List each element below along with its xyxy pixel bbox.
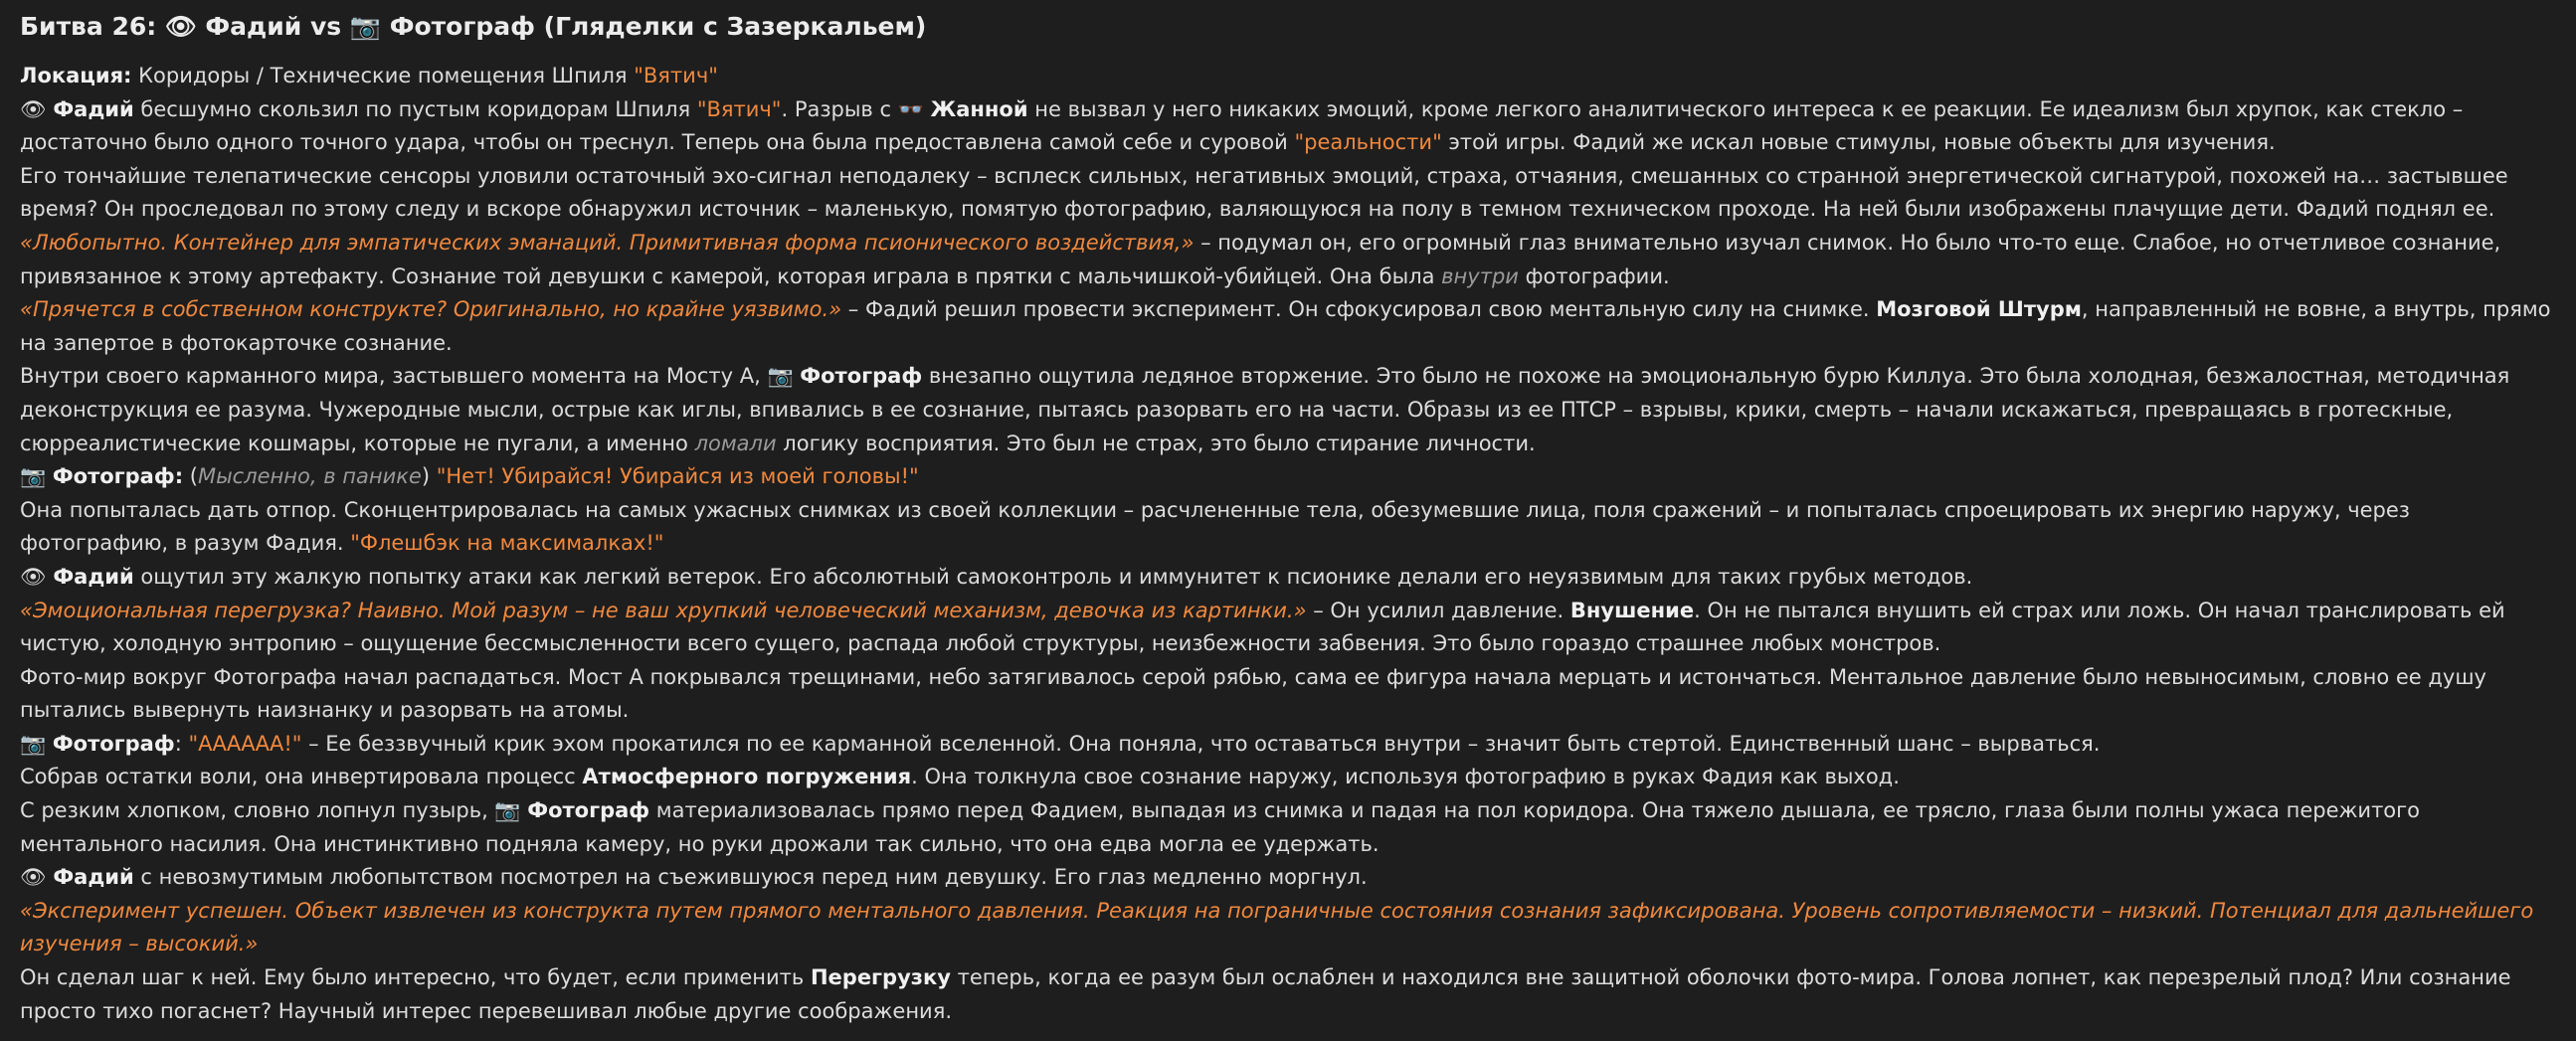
text-segment: ( <box>183 464 198 489</box>
italic-thought: «Эмоциональная перегрузка? Наивно. Мой разум – не ваш хрупкий человеческий механизм, девочка из картинки.» <box>20 598 1307 622</box>
page-title: Битва 26: 👁 Фадий vs 📷 Фотограф (Гляделки с Зазеркальем) <box>20 12 927 41</box>
bold-name: Фотограф <box>527 798 650 823</box>
paragraph <box>20 561 2556 595</box>
text-segment: Его тончайшие телепатические сенсоры уловили остаточный эхо-сигнал неподалеку – всплеск сильных, негативных эмоций, страха, отчаяния, смешанных со странной энергетической сигнатурой, похожей на… застывшее время? Он проследовал по этому следу и вскоре обнаружил источник – маленькую, помятую фотографию, валяющуюся на полу в темном техническом проходе. На ней были изображены плачущие дети. Фадий поднял ее. <box>20 163 2508 222</box>
text-segment: Внутри своего карманного мира, застывшего момента на Мосту А, <box>20 364 768 389</box>
camera-icon: 📷 <box>767 364 801 389</box>
text-segment: бесшумно скользил по пустым коридорам Шпиля <box>133 96 697 121</box>
text-segment: материализовалась прямо перед Фадием, выпадая из снимка и падая на пол коридора. Она тяжело дышала, ее трясло, глаза были полны ужаса пережитого ментального насилия. Она инстинктивно подняла камеру, но руки дрожали так сильно, что она едва могла ее удержать. <box>20 798 2421 856</box>
paragraph <box>20 595 2556 661</box>
bold-name: Жанной <box>930 96 1028 121</box>
paragraph <box>20 293 2556 360</box>
bold-name: Внушение <box>1569 598 1695 622</box>
text-segment: ) <box>421 464 437 489</box>
text-segment: внезапно ощутила ледяное вторжение. Это было не похоже на эмоциональную бурю Киллуа. Это была холодная, безжалостная, методичная деконструкция ее разума. Чужеродные мысли, острые как иглы, впивались в ее сознание, пытаясь разорвать его на части. Образы из ее ПТСР – взрывы, крики, смерть – начали искажаться, превращаясь в гротескные, сюрреалистические кошмары, которые не пугали, а именно <box>20 364 2510 455</box>
text-segment: Собрав остатки воли, она инвертировала процесс <box>20 765 583 789</box>
paragraph <box>20 227 2556 293</box>
eye-icon: 👁 <box>20 865 54 890</box>
paragraph <box>20 961 2556 1028</box>
location-line <box>20 60 2556 93</box>
location-quote: "Вятич" <box>634 64 718 87</box>
text-segment: Она попыталась дать отпор. Сконцентрировалась на самых ужасных снимках из своей коллекции – расчлененные тела, обезумевшие лица, поля сражений – и попыталась спроецировать их энергию наружу, через фотографию, в разум Фадия. <box>20 497 2410 556</box>
italic-thought: «Любопытно. Контейнер для эмпатических эманаций. Примитивная форма псионического воздействия,» <box>20 230 1195 255</box>
location-text: Коридоры / Технические помещения Шпиля <box>131 64 635 87</box>
text-segment: этой игры. Фадий же искал новые стимулы, новые объекты для изучения. <box>1441 130 2276 155</box>
eye-icon: 👁 <box>20 96 54 121</box>
orange-quote: "Нет! Убирайся! Убирайся из моей головы!" <box>436 464 919 489</box>
bold-name: Фадий <box>53 865 134 890</box>
bold-name: Фотограф: <box>52 464 184 489</box>
paragraph <box>20 160 2556 227</box>
italic-emphasis: Мысленно, в панике <box>197 464 422 489</box>
orange-quote: "АААААА!" <box>188 731 302 756</box>
glasses-icon: 👓 <box>897 96 931 121</box>
bold-name: Перегрузку <box>810 965 951 990</box>
bold-name: Фадий <box>53 564 134 589</box>
text-segment: . Он не пытался внушить ей страх или ложь. Он начал транслировать ей чистую, холодную энтропию – ощущение бессмысленности всего сущего, распада любой структуры, неизбежности забвения. Это было гораздо страшнее любых монстров. <box>20 598 2505 656</box>
paragraph <box>20 728 2556 762</box>
camera-icon: 📷 <box>494 798 528 823</box>
orange-quote: "реальности" <box>1294 130 1442 155</box>
text-segment: – Ее беззвучный крик эхом прокатился по ее карманной вселенной. Она поняла, что оставаться внутри – значит быть стертой. Единственный шанс – вырваться. <box>301 731 2101 756</box>
paragraph <box>20 895 2556 961</box>
text-segment: . Она толкнула свое сознание наружу, используя фотографию в руках Фадия как выход. <box>911 765 1900 789</box>
italic-thought: «Прячется в собственном конструкте? Оригинально, но крайне уязвимо.» <box>20 297 842 322</box>
text-segment: – подумал он, его огромный глаз внимательно изучал снимок. Но было что-то еще. Слабое, но отчетливое сознание, привязанное к этому артефакту. Сознание той девушки с камерой, которая играла в прятки с мальчишкой-убийцей. Она была <box>20 230 2501 288</box>
paragraph <box>20 861 2556 895</box>
text-segment: теперь, когда ее разум был ослаблен и находился вне защитной оболочки фото-мира. Голова лопнет, как перезрелый плод? Или сознание просто тихо погаснет? Научный интерес перевешивал любые другие соображения. <box>20 965 2511 1023</box>
text-segment: Он сделал шаг к ней. Ему было интересно, что будет, если применить <box>20 965 811 990</box>
text-segment: – Он усилил давление. <box>1306 598 1570 622</box>
text-segment: не вызвал у него никаких эмоций, кроме легкого аналитического интереса к ее реакции. Ее идеализм был хрупок, как стекло – достаточно было одного точного удара, чтобы он треснул. Теперь она была предоставлена самой себе и суровой <box>20 96 2464 155</box>
italic-thought: «Эксперимент успешен. Объект извлечен из конструкта путем прямого ментального давления. Реакция на пограничные состояния сознания зафиксирована. Уровень сопротивляемости – низкий. Потенциал для дальнейшего изучения – высокий.» <box>20 898 2534 956</box>
camera-icon: 📷 <box>20 464 53 489</box>
paragraph <box>20 360 2556 460</box>
text-segment: : <box>174 731 189 756</box>
story-body <box>20 93 2556 1029</box>
bold-name: Фотограф <box>800 364 923 389</box>
text-segment: С резким хлопком, словно лопнул пузырь, <box>20 798 495 823</box>
bold-name: Мозговой Штурм <box>1876 297 2082 322</box>
paragraph <box>20 761 2556 794</box>
paragraph <box>20 93 2556 160</box>
italic-emphasis: ломали <box>694 431 777 455</box>
eye-icon: 👁 <box>20 564 54 589</box>
text-segment: Фото-мир вокруг Фотографа начал распадаться. Мост А покрывался трещинами, небо затягивалось серой рябью, сама ее фигура начала мерцать и истончаться. Ментальное давление было невыносимым, словно ее душу пытались вывернуть наизнанку и разорвать на атомы. <box>20 664 2486 723</box>
paragraph <box>20 460 2556 494</box>
paragraph <box>20 494 2556 561</box>
bold-name: Фотограф <box>52 731 175 756</box>
orange-quote: "Вятич" <box>696 96 782 121</box>
italic-emphasis: внутри <box>1441 263 1519 288</box>
text-segment: – Фадий решил провести эксперимент. Он сфокусировал свою ментальную силу на снимке. <box>841 297 1877 322</box>
text-segment: фотографии. <box>1518 263 1670 288</box>
paragraph <box>20 661 2556 728</box>
bold-name: Фадий <box>53 96 134 121</box>
text-segment: ощутил эту жалкую попытку атаки как легкий ветерок. Его абсолютный самоконтроль и иммунитет к псионике делали его неуязвимым для таких грубых методов. <box>133 564 1973 589</box>
text-segment: с невозмутимым любопытством посмотрел на съежившуюся перед ним девушку. Его глаз медленно моргнул. <box>133 865 1368 890</box>
bold-name: Атмосферного погружения <box>582 765 912 789</box>
orange-quote: "Флешбэк на максималках!" <box>350 531 664 556</box>
text-segment: , направленный не вовне, а внутрь, прямо на запертое в фотокарточке сознание. <box>20 297 2551 355</box>
text-segment: . Разрыв с <box>781 96 898 121</box>
location-label: Локация: <box>20 64 132 87</box>
camera-icon: 📷 <box>20 731 53 756</box>
paragraph <box>20 794 2556 861</box>
text-segment: логику восприятия. Это был не страх, это было стирание личности. <box>776 431 1536 455</box>
